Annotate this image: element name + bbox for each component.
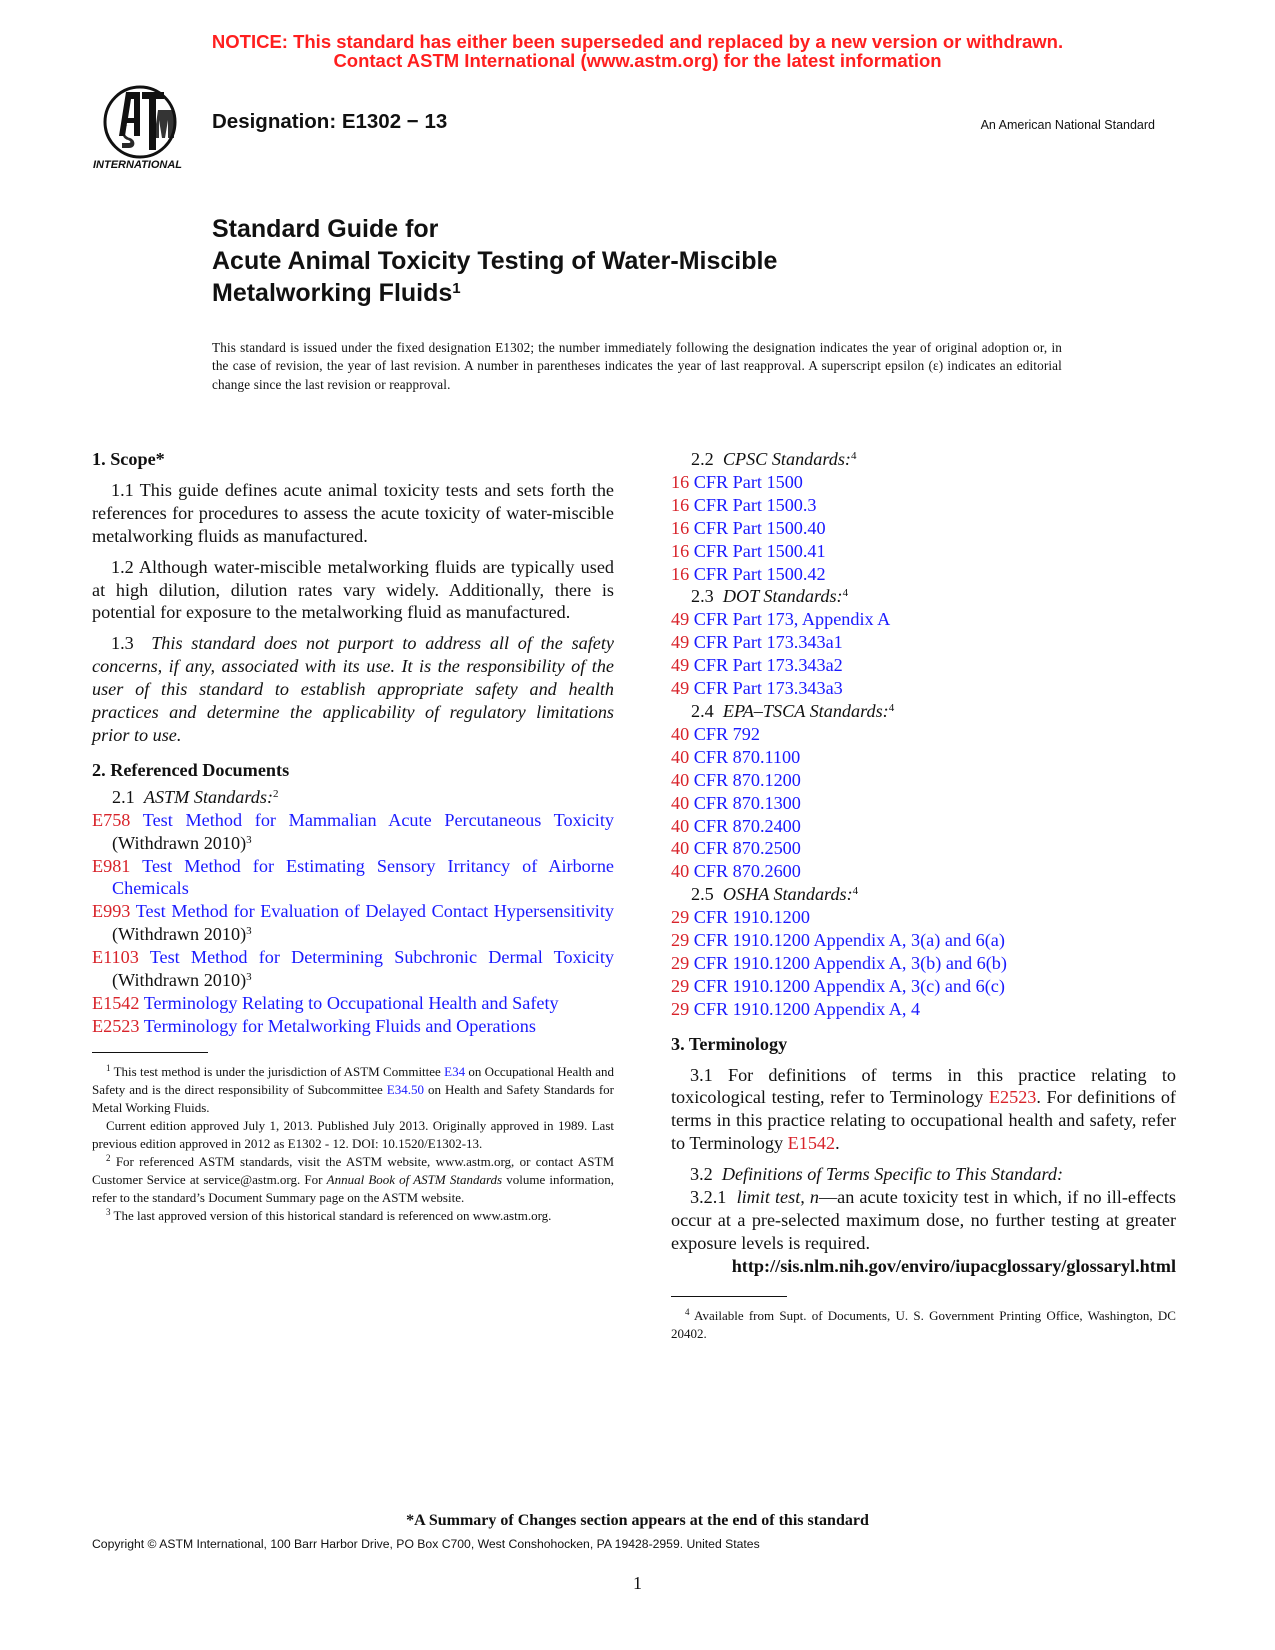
astm-reference-e1542[interactable] bbox=[92, 992, 614, 1015]
committee-link[interactable]: E34 bbox=[444, 1063, 466, 1079]
paragraph-3-2-1: 3.2.1 limit test, n—an acute toxicity test in which, if no ill-effects occur at a pre-selected maximum dose, no further testing at greater exposure levels is required. bbox=[671, 1187, 1177, 1253]
cfr-reference-text[interactable]: CFR 870.1100 bbox=[693, 746, 801, 767]
footnote-separator bbox=[92, 1052, 208, 1053]
withdrawn-note: (Withdrawn 2010) bbox=[112, 924, 247, 945]
terminology-link-e2523[interactable]: E2523 bbox=[988, 1087, 1037, 1108]
cfr-volume[interactable]: 40 bbox=[671, 769, 690, 790]
osha-cfr-reference[interactable] bbox=[671, 906, 1176, 929]
astm-reference-e1103[interactable] bbox=[92, 946, 614, 992]
footnote-1-edition: Current edition approved July 1, 2013. Published July 2013. Originally approved in 1989. Last previous edition approved in 2012 as E1302 - 12. DOI: 10.1520/E1302-13. bbox=[92, 1117, 614, 1151]
paragraph-3-1: 3.1 For definitions of terms in this practice relating to toxicological testing, refer to Terminology E2523. For definitions of terms in this practice relating to occupational health and safety, refer to Terminology E1542. bbox=[671, 1064, 1176, 1154]
cfr-reference-text[interactable]: CFR Part 173.343a2 bbox=[693, 655, 843, 676]
cpsc-cfr-reference[interactable] bbox=[671, 517, 1176, 540]
reference-code[interactable]: E993 bbox=[92, 901, 131, 922]
footnote-ref: 3 bbox=[246, 970, 252, 983]
dot-cfr-reference[interactable] bbox=[671, 608, 1176, 631]
section-heading-scope: 1. Scope* bbox=[92, 449, 165, 469]
cfr-volume[interactable]: 29 bbox=[671, 952, 690, 973]
cfr-reference-text[interactable]: CFR 1910.1200 bbox=[693, 907, 810, 928]
withdrawn-note: (Withdrawn 2010) bbox=[112, 832, 247, 853]
paragraph-1-2: 1.2 Although water-miscible metalworking fluids are typically used at high dilution, dilution rates vary widely. Additionally, there is potential for exposure to the metalworking fluid as manufactured. bbox=[92, 556, 614, 623]
copyright-line: Copyright © ASTM International, 100 Barr Harbor Drive, PO Box C700, West Conshohocken, PA 19428-2959. United States bbox=[92, 1537, 760, 1551]
cpsc-cfr-reference[interactable] bbox=[671, 563, 1176, 586]
paragraph-3-2: 3.2 Definitions of Terms Specific to This Standard: bbox=[690, 1164, 1064, 1185]
reference-code[interactable]: E981 bbox=[92, 855, 131, 876]
reference-title[interactable]: Test Method for Determining Subchronic Dermal Toxicity bbox=[149, 947, 615, 968]
superseded-notice bbox=[0, 32, 1275, 70]
reference-code[interactable]: E1103 bbox=[92, 947, 139, 968]
cfr-reference-text[interactable]: CFR Part 173.343a1 bbox=[693, 632, 843, 653]
glossary-url[interactable]: http://sis.nlm.nih.gov/enviro/iupacglossary/glossaryl.html bbox=[731, 1255, 1176, 1276]
dot-cfr-reference[interactable] bbox=[671, 677, 1176, 700]
right-column bbox=[671, 448, 1176, 1343]
reference-title[interactable]: Test Method for Evaluation of Delayed Contact Hypersensitivity bbox=[135, 901, 615, 922]
cfr-volume[interactable]: 40 bbox=[671, 815, 690, 836]
preamble: This standard is issued under the fixed designation E1302; the number immediately following the designation indicates the year of original adoption or, in the case of revision, the year of last revision. A number in parentheses indicates the year of last reapproval. A superscript epsilon (ε) indicates an editorial change since the last revision or reapproval. bbox=[212, 340, 1062, 392]
cfr-reference-text[interactable]: CFR 792 bbox=[693, 723, 760, 744]
epa-cfr-reference[interactable] bbox=[671, 769, 1176, 792]
cfr-volume[interactable]: 16 bbox=[671, 540, 690, 561]
astm-reference-e993[interactable] bbox=[92, 900, 614, 946]
epa-standards-label: 2.4 EPA–TSCA Standards:$^4$ bbox=[691, 700, 895, 721]
astm-reference-e758[interactable] bbox=[92, 809, 614, 855]
osha-cfr-reference[interactable] bbox=[671, 929, 1176, 952]
terminology-link-e1542[interactable]: E1542 bbox=[787, 1133, 836, 1154]
epa-cfr-reference[interactable] bbox=[671, 746, 1176, 769]
footnote-ref: 3 bbox=[246, 925, 252, 938]
cfr-reference-text[interactable]: CFR Part 173.343a3 bbox=[693, 678, 843, 699]
cfr-volume[interactable]: 29 bbox=[671, 907, 690, 928]
osha-cfr-reference[interactable] bbox=[671, 952, 1176, 975]
cfr-volume[interactable]: 49 bbox=[671, 632, 690, 653]
subcommittee-link[interactable]: E34.50 bbox=[386, 1081, 424, 1097]
paragraph-1-3: 1.3 This standard does not purport to address all of the safety concerns, if any, associated with its use. It is the responsibility of the user of this standard to establish appropriate safety and health practices and determine the applicability of regulatory limitations prior to use. bbox=[92, 633, 614, 745]
title-footnote-ref: 1 bbox=[452, 279, 461, 297]
footnotes-left bbox=[92, 1063, 614, 1225]
dot-standards-label: 2.3 DOT Standards:$^4$ bbox=[691, 586, 849, 607]
reference-code[interactable]: E1542 bbox=[92, 992, 140, 1013]
epa-cfr-reference[interactable] bbox=[671, 837, 1176, 860]
cpsc-standards-label: 2.2 CPSC Standards:$^4$ bbox=[691, 449, 857, 469]
epa-cfr-reference[interactable] bbox=[671, 815, 1176, 838]
cfr-reference-text[interactable]: CFR 1910.1200 Appendix A, 3(c) and 6(c) bbox=[693, 975, 1005, 996]
logo-wordmark: INTERNATIONAL bbox=[93, 159, 183, 171]
cpsc-cfr-reference[interactable] bbox=[671, 494, 1176, 517]
cfr-volume[interactable]: 49 bbox=[671, 609, 690, 630]
cfr-reference-text[interactable]: CFR Part 1500.42 bbox=[693, 563, 826, 584]
cfr-volume[interactable]: 40 bbox=[671, 723, 690, 744]
footnote-4: $^4$ Available from Supt. of Documents, U. S. Government Printing Office, Washington, DC 20402. bbox=[671, 1306, 1176, 1341]
notice-line-1: NOTICE: This standard has either been superseded and replaced by a new version or withdrawn. bbox=[211, 31, 1064, 52]
cfr-volume[interactable]: 16 bbox=[671, 471, 690, 492]
cfr-volume[interactable]: 16 bbox=[671, 494, 690, 515]
cfr-reference-text[interactable]: CFR 1910.1200 Appendix A, 4 bbox=[693, 998, 921, 1019]
paragraph-1-1: 1.1 This guide defines acute animal toxicity tests and sets forth the references for procedures to assess the acute toxicity of water-miscible metalworking fluids as manufactured. bbox=[92, 479, 614, 546]
footnote-1: $^1$ This test method is under the jurisdiction of ASTM Committee E34 on Occupational Health and Safety and is the direct responsibility of Subcommittee E34.50 on Health and Safety Standards for Metal Working Fluids. bbox=[92, 1062, 615, 1115]
page-number: 1 bbox=[633, 1573, 642, 1593]
epa-cfr-reference[interactable] bbox=[671, 723, 1176, 746]
cfr-volume[interactable]: 40 bbox=[671, 838, 690, 859]
cfr-volume[interactable]: 40 bbox=[671, 792, 690, 813]
reference-code[interactable]: E758 bbox=[92, 809, 131, 830]
cfr-volume[interactable]: 49 bbox=[671, 678, 690, 699]
reference-title[interactable]: Terminology for Metalworking Fluids and Operations bbox=[143, 1015, 536, 1036]
footnote-ref: 3 bbox=[246, 833, 252, 846]
cfr-reference-text[interactable]: CFR Part 1500.3 bbox=[693, 494, 817, 515]
cfr-reference-text[interactable]: CFR Part 1500 bbox=[693, 471, 803, 492]
cfr-reference-text[interactable]: CFR 870.1300 bbox=[693, 792, 801, 813]
title-line-2: Acute Animal Toxicity Testing of Water-Miscible bbox=[212, 247, 778, 275]
footnotes-right bbox=[671, 1307, 1176, 1343]
reference-code[interactable]: E2523 bbox=[92, 1015, 140, 1036]
cfr-reference-text[interactable]: CFR Part 173, Appendix A bbox=[693, 609, 891, 630]
footnote-2: $^2$ For referenced ASTM standards, visit the ASTM website, www.astm.org, or contact ASTM Customer Service at service@astm.org. For Annual Book of ASTM Standards volume information, refer to the standard’s Document Summary page on the ASTM website. bbox=[92, 1152, 615, 1205]
title-line-3: Metalworking Fluids$^1$ bbox=[212, 279, 461, 307]
cfr-volume[interactable]: 29 bbox=[671, 930, 690, 951]
cfr-volume[interactable]: 29 bbox=[671, 975, 690, 996]
section-heading-referenced-documents: 2. Referenced Documents bbox=[92, 759, 290, 780]
epa-cfr-reference[interactable] bbox=[671, 792, 1176, 815]
footnote-3: $^3$ The last approved version of this historical standard is referenced on www.astm.org. bbox=[106, 1206, 552, 1223]
cfr-reference-text[interactable]: CFR 1910.1200 Appendix A, 3(b) and 6(b) bbox=[693, 952, 1007, 973]
astm-logo bbox=[92, 80, 197, 175]
cfr-volume[interactable]: 49 bbox=[671, 655, 690, 676]
dot-cfr-reference[interactable] bbox=[671, 631, 1176, 654]
cfr-volume[interactable]: 16 bbox=[671, 517, 690, 538]
astm-reference-e981[interactable] bbox=[92, 855, 614, 901]
epa-cfr-reference[interactable] bbox=[671, 860, 1176, 883]
cfr-reference-text[interactable]: CFR 870.2600 bbox=[693, 861, 801, 882]
cfr-volume[interactable]: 40 bbox=[671, 861, 690, 882]
cpsc-cfr-reference[interactable] bbox=[671, 540, 1176, 563]
reference-title[interactable]: Test Method for Mammalian Acute Percutaneous Toxicity bbox=[142, 809, 614, 830]
astm-standards-label: 2.1 ASTM Standards:$^2$ bbox=[112, 786, 279, 807]
left-column bbox=[92, 448, 614, 1225]
cfr-reference-groups bbox=[671, 448, 1176, 1021]
designation: Designation: E1302 − 13 bbox=[212, 110, 448, 133]
osha-cfr-reference[interactable] bbox=[671, 975, 1176, 998]
cfr-reference-text[interactable]: CFR Part 1500.41 bbox=[693, 540, 826, 561]
osha-cfr-reference[interactable] bbox=[671, 998, 1176, 1021]
astm-reference-list bbox=[92, 809, 614, 1038]
cfr-reference-text[interactable]: CFR 870.2500 bbox=[693, 838, 801, 859]
cfr-reference-text[interactable]: CFR 1910.1200 Appendix A, 3(a) and 6(a) bbox=[693, 930, 1005, 951]
document-title bbox=[212, 213, 777, 309]
cfr-reference-text[interactable]: CFR Part 1500.40 bbox=[693, 517, 826, 538]
withdrawn-note: (Withdrawn 2010) bbox=[112, 970, 247, 991]
osha-standards-label: 2.5 OSHA Standards:$^4$ bbox=[691, 884, 859, 905]
cfr-reference-text[interactable]: CFR 870.1200 bbox=[693, 769, 801, 790]
reference-title[interactable]: Test Method for Estimating Sensory Irritancy of Airborne Chemicals bbox=[112, 855, 615, 899]
cfr-volume[interactable]: 29 bbox=[671, 998, 690, 1019]
title-line-1: Standard Guide for bbox=[212, 215, 439, 243]
national-standard-label: An American National Standard bbox=[980, 118, 1155, 132]
summary-of-changes-note: *A Summary of Changes section appears at the end of this standard bbox=[406, 1512, 869, 1529]
astm-reference-e2523[interactable] bbox=[92, 1015, 614, 1038]
dot-cfr-reference[interactable] bbox=[671, 654, 1176, 677]
cfr-reference-text[interactable]: CFR 870.2400 bbox=[693, 815, 801, 836]
cfr-volume[interactable]: 40 bbox=[671, 746, 690, 767]
footnote-separator-right bbox=[671, 1296, 787, 1297]
reference-title[interactable]: Terminology Relating to Occupational Health and Safety bbox=[143, 992, 559, 1013]
notice-line-2: Contact ASTM International (www.astm.org) for the latest information bbox=[333, 50, 942, 71]
cfr-volume[interactable]: 16 bbox=[671, 563, 690, 584]
cpsc-cfr-reference[interactable] bbox=[671, 471, 1176, 494]
section-heading-terminology: 3. Terminology bbox=[671, 1033, 788, 1054]
